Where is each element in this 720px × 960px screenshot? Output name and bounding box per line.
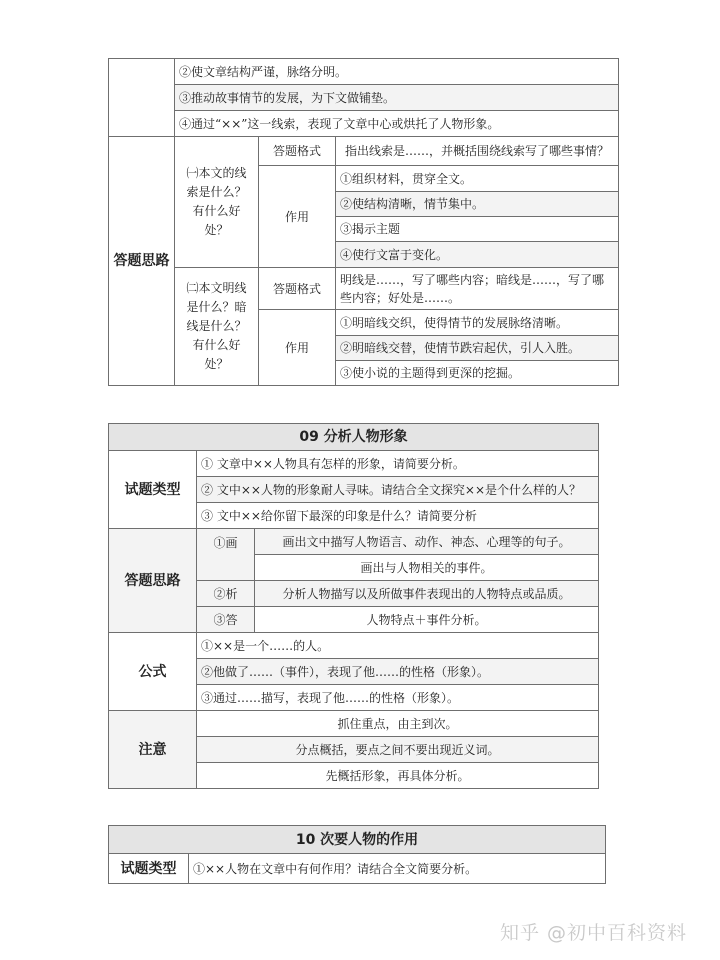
q1-effect-item: ②使结构清晰，情节集中。 <box>336 192 619 217</box>
q1-effect-item: ③揭示主题 <box>336 217 619 242</box>
type-label-10: 试题类型 <box>109 854 189 884</box>
q2-format-text: 明线是……，写了哪些内容；暗线是……，写了哪些内容；好处是……。 <box>336 268 619 310</box>
q1-question: ㈠本文的线索是什么？有什么好处？ <box>175 137 259 268</box>
q2-effect-item: ②明暗线交替，使情节跌宕起伏，引人入胜。 <box>336 336 619 361</box>
note-item: 抓住重点，由主到次。 <box>197 711 599 737</box>
step-analyze-item: 分析人物描写以及所做事件表现出的人物特点或品质。 <box>255 581 599 607</box>
step-draw-item: 画出文中描写人物语言、动作、神态、心理等的句子。 <box>255 529 599 555</box>
formula-item: ②他做了……（事件），表现了他……的性格（形象）。 <box>197 659 599 685</box>
note-label: 注意 <box>109 711 197 789</box>
q1-format-text: 指出线索是……，并概括围绕线索写了哪些事情？ <box>336 137 619 166</box>
type-item-10: ①××人物在文章中有何作用？请结合全文简要分析。 <box>189 854 606 884</box>
q1-effect-item: ①组织材料，贯穿全文。 <box>336 166 619 192</box>
step-answer-item: 人物特点＋事件分析。 <box>255 607 599 633</box>
approach-label-09: 答题思路 <box>109 529 197 633</box>
continuation-row: ③推动故事情节的发展，为下文做铺垫。 <box>175 85 619 111</box>
q2-question: ㈡本文明线是什么？暗线是什么？有什么好处？ <box>175 268 259 386</box>
type-item: ① 文章中××人物具有怎样的形象，请简要分析。 <box>197 451 599 477</box>
clue-table <box>108 58 619 386</box>
step-draw-item: 画出与人物相关的事件。 <box>255 555 599 581</box>
type-item: ② 文中××人物的形象耐人寻味。请结合全文探究××是个什么样的人？ <box>197 477 599 503</box>
q1-effect-label: 作用 <box>259 166 336 268</box>
section-10-table <box>108 825 606 884</box>
section-09-title: 09 分析人物形象 <box>109 424 599 451</box>
continuation-row: ④通过“××”这一线索，表现了文章中心或烘托了人物形象。 <box>175 111 619 137</box>
formula-item: ①××是一个……的人。 <box>197 633 599 659</box>
note-item: 分点概括，要点之间不要出现近义词。 <box>197 737 599 763</box>
continuation-row: ②使文章结构严谨，脉络分明。 <box>175 59 619 85</box>
q2-effect-item: ③使小说的主题得到更深的挖掘。 <box>336 361 619 386</box>
step-answer: ③答 <box>197 607 255 633</box>
type-item: ③ 文中××给你留下最深的印象是什么？请简要分析 <box>197 503 599 529</box>
step-draw: ①画 <box>197 529 255 581</box>
q2-format-label: 答题格式 <box>259 268 336 310</box>
q1-effect-item: ④使行文富于变化。 <box>336 242 619 268</box>
q1-format-label: 答题格式 <box>259 137 336 166</box>
step-analyze: ②析 <box>197 581 255 607</box>
q2-effect-label: 作用 <box>259 310 336 386</box>
q2-effect-item: ①明暗线交织，使得情节的发展脉络清晰。 <box>336 310 619 336</box>
prev-label-cell <box>109 59 175 137</box>
approach-label: 答题思路 <box>109 137 175 386</box>
formula-item: ③通过……描写，表现了他……的性格（形象）。 <box>197 685 599 711</box>
section-10-title: 10 次要人物的作用 <box>109 826 606 854</box>
section-09-table <box>108 423 599 789</box>
formula-label: 公式 <box>109 633 197 711</box>
watermark: 知乎 @初中百科资料 <box>500 922 688 944</box>
type-label: 试题类型 <box>109 451 197 529</box>
note-item: 先概括形象，再具体分析。 <box>197 763 599 789</box>
